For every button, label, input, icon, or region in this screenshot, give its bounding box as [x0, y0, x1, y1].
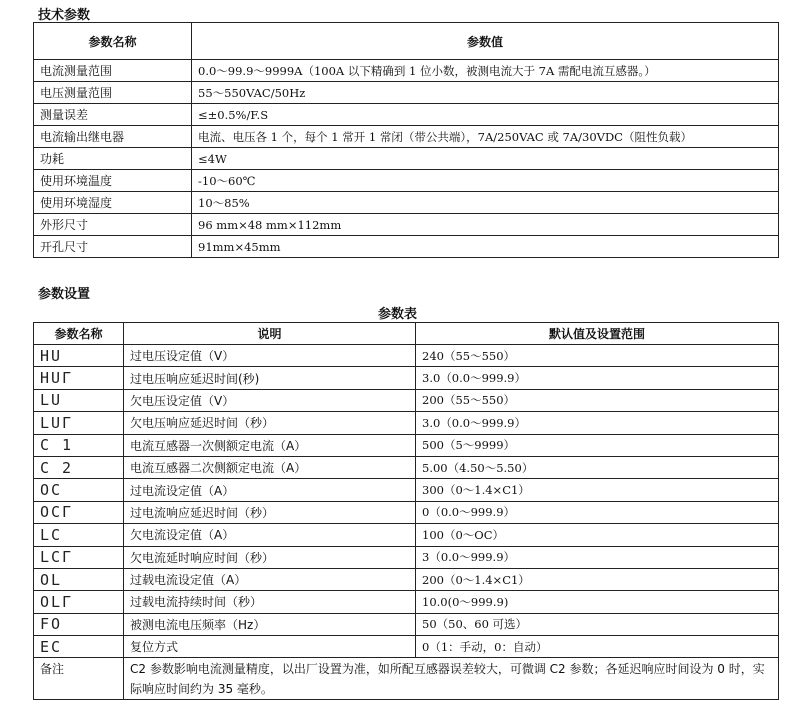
note-label: 备注 [34, 658, 124, 700]
tech-param-name: 电流测量范围 [34, 60, 192, 82]
param-code: OCΓ [34, 501, 124, 523]
param-description: 过电压响应延迟时间(秒) [124, 367, 416, 389]
param-row [34, 524, 779, 546]
tech-row [34, 60, 779, 82]
tech-row [34, 148, 779, 170]
param-default-range: 0（0.0～999.9） [416, 501, 779, 523]
param-code: LC [34, 524, 124, 546]
tech-row [34, 214, 779, 236]
param-row [34, 636, 779, 658]
param-code: LCΓ [34, 546, 124, 568]
tech-param-name: 电流输出继电器 [34, 126, 192, 148]
param-default-range: 3.0（0.0～999.9） [416, 412, 779, 434]
tech-param-name: 功耗 [34, 148, 192, 170]
param-row [34, 479, 779, 501]
tech-param-value: -10～60℃ [192, 170, 779, 192]
tech-param-value: 55～550VAC/50Hz [192, 82, 779, 104]
param-code: C 2 [34, 456, 124, 478]
param-default-range: 240（55～550） [416, 345, 779, 367]
param-default-range: 200（0～1.4×C1） [416, 568, 779, 590]
param-row [34, 501, 779, 523]
param-col-desc: 说明 [124, 323, 416, 345]
tech-row [34, 192, 779, 214]
param-code: HUΓ [34, 367, 124, 389]
param-code: LU [34, 389, 124, 411]
param-description: 复位方式 [124, 636, 416, 658]
tech-param-value: 91mm×45mm [192, 236, 779, 258]
param-default-range: 100（0～OC） [416, 524, 779, 546]
param-row [34, 345, 779, 367]
param-code: HU [34, 345, 124, 367]
param-default-range: 0（1：手动，0：自动） [416, 636, 779, 658]
tech-param-name: 电压测量范围 [34, 82, 192, 104]
param-table [33, 322, 779, 700]
tech-param-value: ≤4W [192, 148, 779, 170]
param-row [34, 591, 779, 613]
param-default-range: 300（0～1.4×C1） [416, 479, 779, 501]
param-description: 欠电流延时响应时间（秒） [124, 546, 416, 568]
tech-section-heading: 技术参数 [38, 8, 91, 23]
param-col-code: 参数名称 [34, 323, 124, 345]
param-description: 过电流响应延迟时间（秒） [124, 501, 416, 523]
tech-param-name: 外形尺寸 [34, 214, 192, 236]
param-row [34, 613, 779, 635]
param-description: 被测电流电压频率（Hz） [124, 613, 416, 635]
param-section-heading: 参数设置 [38, 287, 91, 302]
param-description: 欠电流设定值（A） [124, 524, 416, 546]
param-default-range: 50（50、60 可选） [416, 613, 779, 635]
param-code: OC [34, 479, 124, 501]
tech-param-value: 96 mm×48 mm×112mm [192, 214, 779, 236]
param-code: EC [34, 636, 124, 658]
param-default-range: 5.00（4.50～5.50） [416, 456, 779, 478]
tech-param-value: ≤±0.5%/F.S [192, 104, 779, 126]
tech-col-value: 参数值 [192, 23, 779, 60]
param-code: FO [34, 613, 124, 635]
param-description: 过载电流设定值（A） [124, 568, 416, 590]
param-header-row [34, 323, 779, 345]
tech-col-name: 参数名称 [34, 23, 192, 60]
param-default-range: 500（5～9999） [416, 434, 779, 456]
param-row [34, 412, 779, 434]
tech-row [34, 104, 779, 126]
note-text: C2 参数影响电流测量精度，以出厂设置为准，如所配互感器误差较大，可微调 C2 参数；各延迟响应时间设为 0 时，实际响应时间约为 35 毫秒。 [124, 658, 779, 700]
param-description: 欠电压响应延迟时间（秒） [124, 412, 416, 434]
tech-param-name: 使用环境温度 [34, 170, 192, 192]
param-row [34, 456, 779, 478]
param-code: C 1 [34, 434, 124, 456]
param-description: 过载电流持续时间（秒） [124, 591, 416, 613]
tech-param-name: 开孔尺寸 [34, 236, 192, 258]
param-row [34, 389, 779, 411]
param-note-row [34, 658, 779, 700]
tech-spec-table [33, 22, 779, 258]
param-description: 电流互感器一次侧额定电流（A） [124, 434, 416, 456]
param-code: LUΓ [34, 412, 124, 434]
param-description: 过电流设定值（A） [124, 479, 416, 501]
tech-row [34, 236, 779, 258]
tech-param-value: 10～85% [192, 192, 779, 214]
param-description: 欠电压设定值（V） [124, 389, 416, 411]
tech-param-name: 测量误差 [34, 104, 192, 126]
tech-header-row [34, 23, 779, 60]
param-code: OL [34, 568, 124, 590]
param-row [34, 568, 779, 590]
param-table-title: 参数表 [377, 307, 417, 322]
param-default-range: 3.0（0.0～999.9） [416, 367, 779, 389]
param-description: 过电压设定值（V） [124, 345, 416, 367]
param-row [34, 367, 779, 389]
param-description: 电流互感器二次侧额定电流（A） [124, 456, 416, 478]
param-code: OLΓ [34, 591, 124, 613]
tech-param-value: 0.0～99.9～9999A（100A 以下精确到 1 位小数，被测电流大于 7A 需配电流互感器。） [192, 60, 779, 82]
tech-param-name: 使用环境湿度 [34, 192, 192, 214]
tech-row [34, 126, 779, 148]
tech-row [34, 82, 779, 104]
param-col-default: 默认值及设置范围 [416, 323, 779, 345]
param-default-range: 3（0.0～999.9） [416, 546, 779, 568]
tech-param-value: 电流、电压各 1 个，每个 1 常开 1 常闭（带公共端），7A/250VAC 或 7A/30VDC（阻性负载） [192, 126, 779, 148]
param-row [34, 434, 779, 456]
param-row [34, 546, 779, 568]
param-default-range: 10.0(0～999.9) [416, 591, 779, 613]
tech-row [34, 170, 779, 192]
param-default-range: 200（55～550） [416, 389, 779, 411]
